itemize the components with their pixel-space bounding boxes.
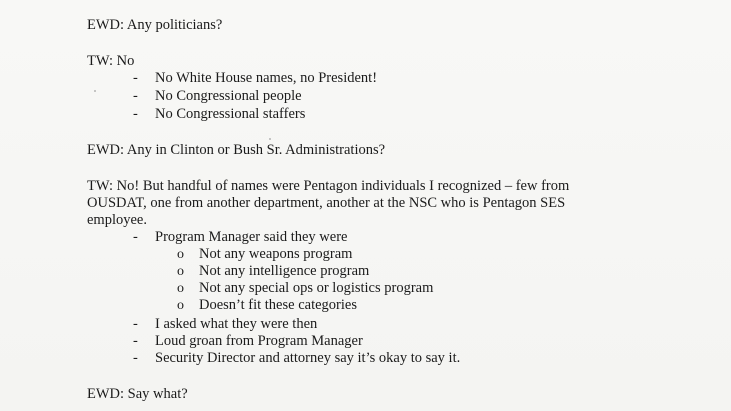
- question-administrations: EWD: Any in Clinton or Bush Sr. Administrations?: [87, 142, 386, 158]
- answer-paragraph-line: employee.: [87, 212, 147, 228]
- scan-speck: [269, 138, 271, 140]
- answer-no: TW: No: [87, 53, 135, 69]
- dash-marker: -: [133, 229, 138, 245]
- list-item: No Congressional staffers: [155, 106, 306, 122]
- list-item: No White House names, no President!: [155, 70, 378, 86]
- sub-list-item: Not any special ops or logistics program: [199, 280, 434, 296]
- list-item: Program Manager said they were: [155, 229, 348, 245]
- dash-marker: -: [133, 316, 138, 332]
- sub-list-item: Not any weapons program: [199, 246, 353, 262]
- circle-marker: o: [177, 264, 184, 279]
- list-item: Security Director and attorney say it’s okay to say it.: [155, 350, 461, 366]
- circle-marker: o: [177, 298, 184, 313]
- dash-marker: -: [133, 88, 138, 104]
- list-item: No Congressional people: [155, 88, 302, 104]
- question-say-what: EWD: Say what?: [87, 386, 188, 402]
- circle-marker: o: [177, 281, 184, 296]
- circle-marker: o: [177, 247, 184, 262]
- dash-marker: -: [133, 70, 138, 86]
- scan-speck: [94, 90, 96, 92]
- dash-marker: -: [133, 106, 138, 122]
- question-politicians: EWD: Any politicians?: [87, 17, 223, 33]
- list-item: Loud groan from Program Manager: [155, 333, 363, 349]
- answer-paragraph-line: TW: No! But handful of names were Pentagon individuals I recognized – few from: [87, 178, 570, 194]
- sub-list-item: Not any intelligence program: [199, 263, 370, 279]
- list-item: I asked what they were then: [155, 316, 318, 332]
- dash-marker: -: [133, 350, 138, 366]
- sub-list-item: Doesn’t fit these categories: [199, 297, 357, 313]
- dash-marker: -: [133, 333, 138, 349]
- answer-paragraph-line: OUSDAT, one from another department, another at the NSC who is Pentagon SES: [87, 195, 566, 211]
